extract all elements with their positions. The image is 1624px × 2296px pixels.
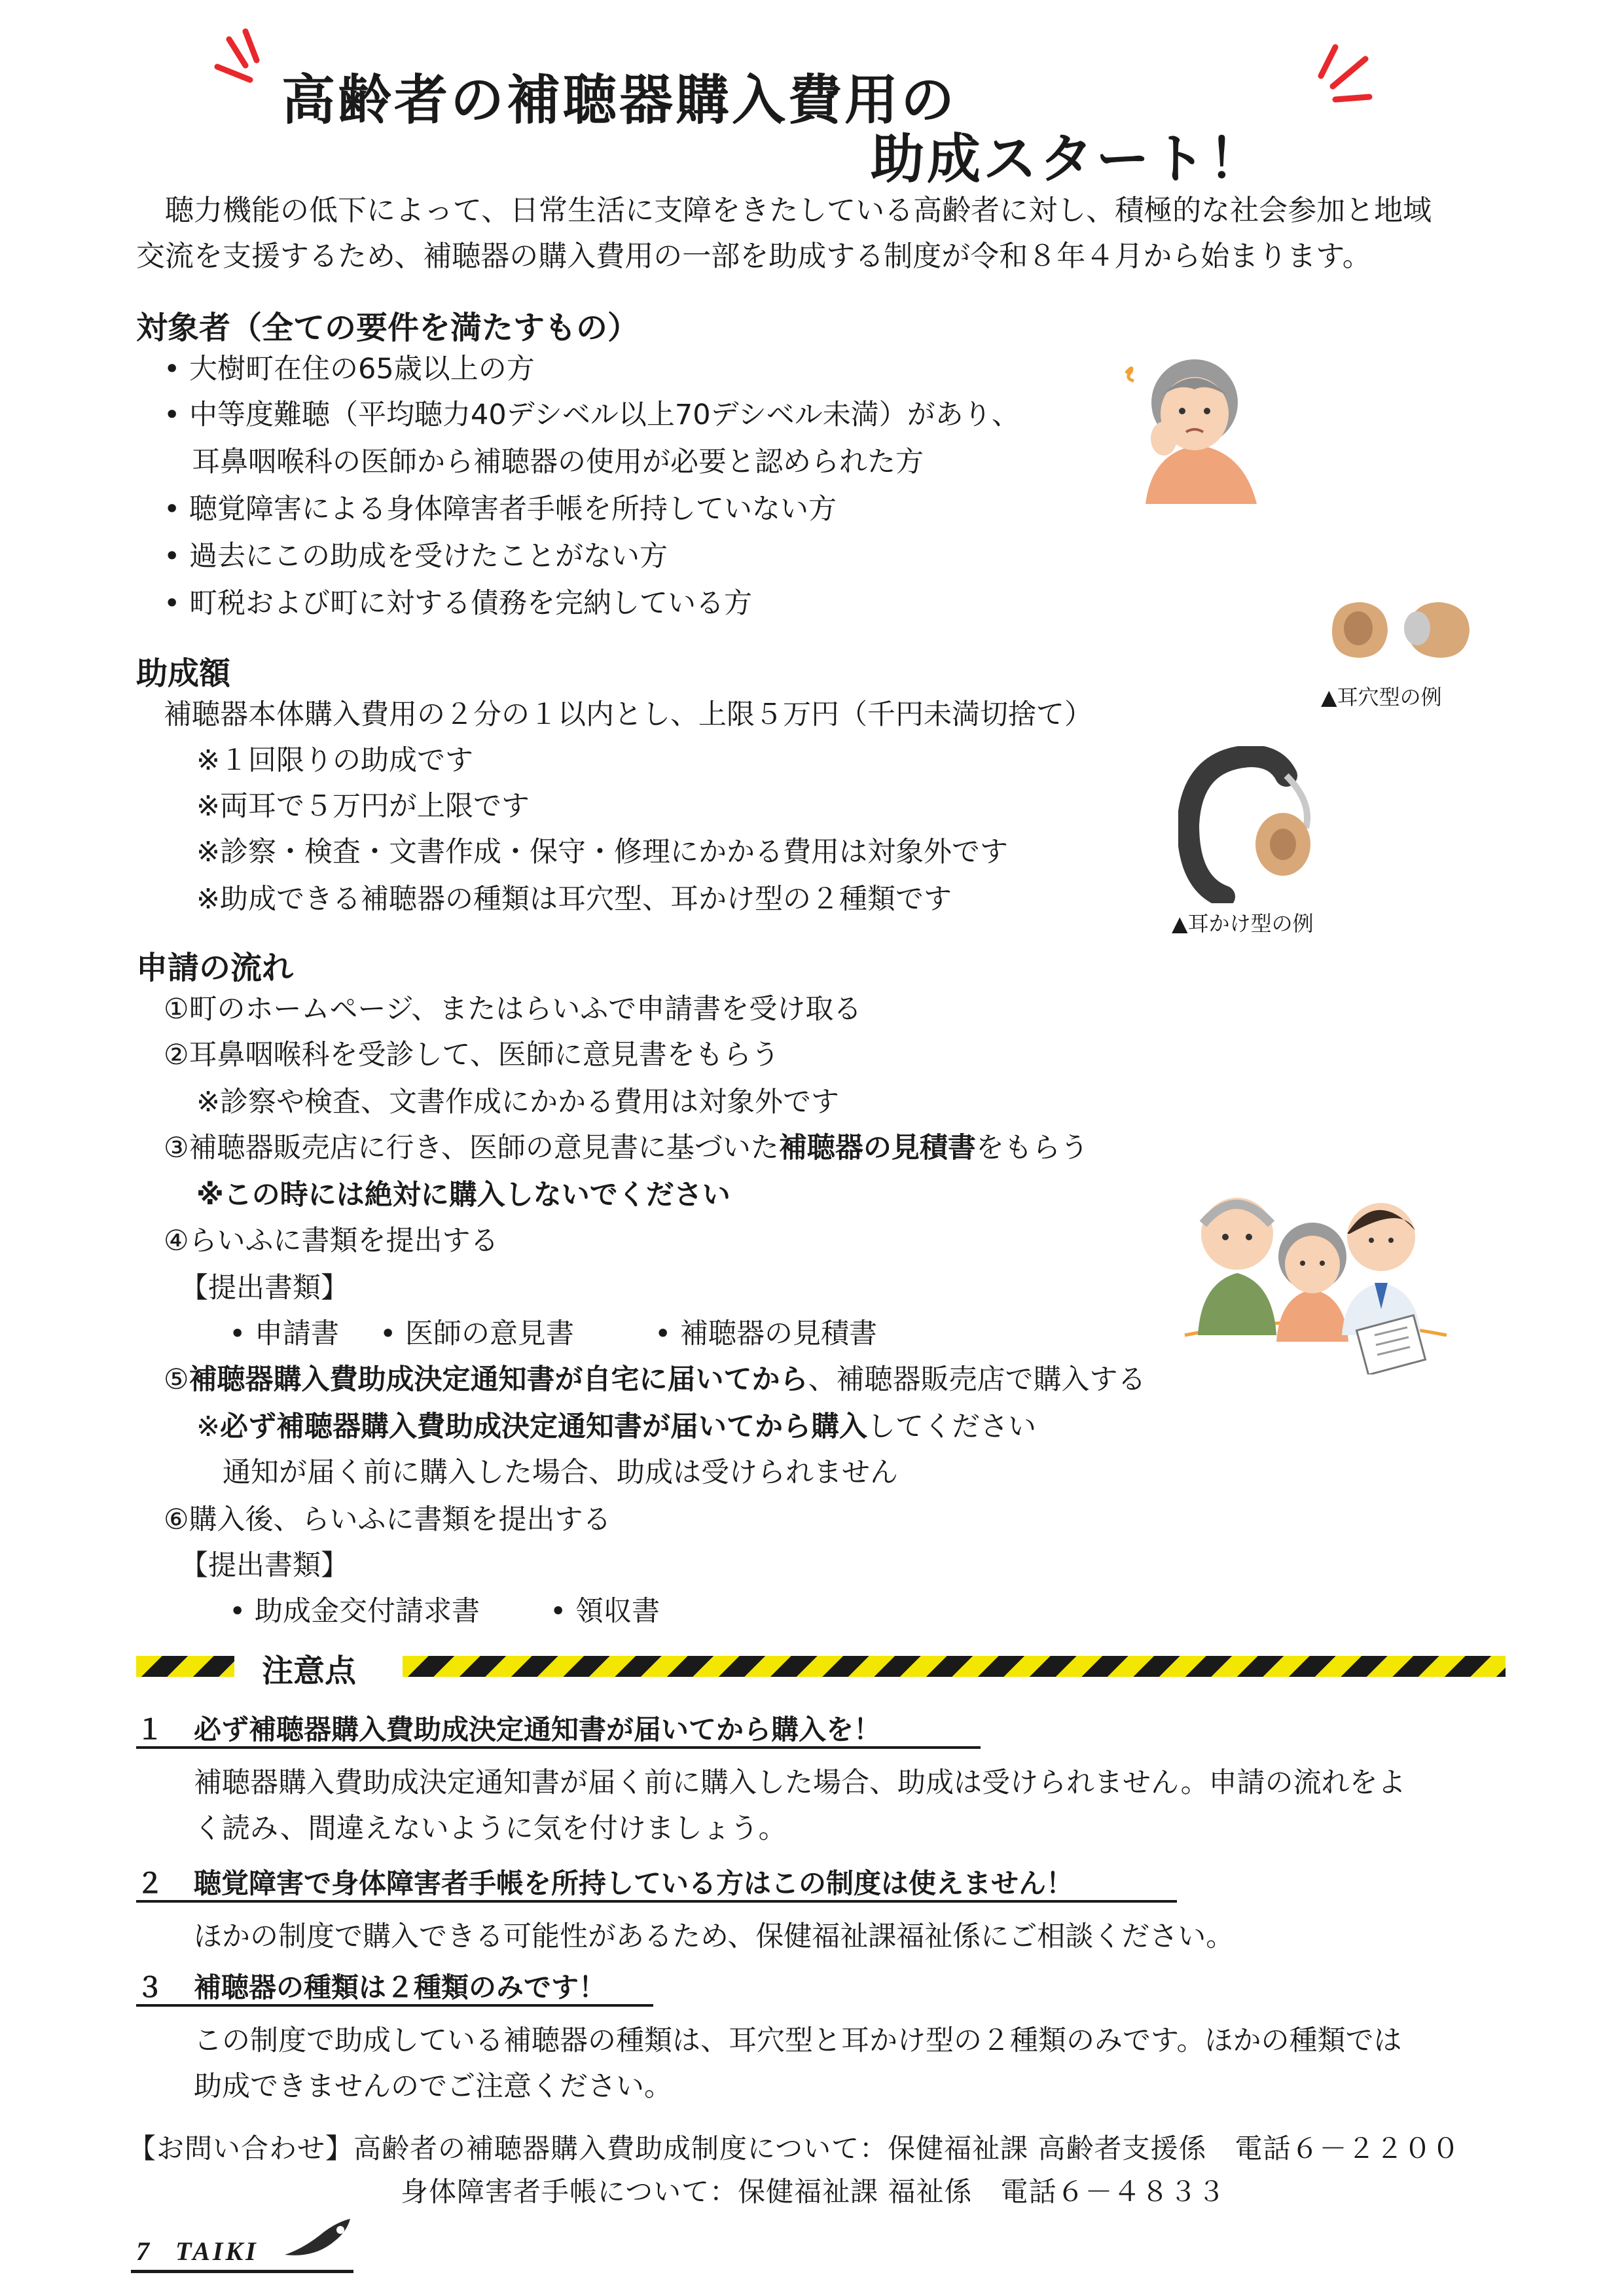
caution-title: 必ず補聴器購入費助成決定通知書が届いてから購入を！ <box>194 1713 882 1746</box>
hazard-stripe-left <box>136 1656 234 1677</box>
behind-ear-caption: ▲耳かけ型の例 <box>1172 911 1314 936</box>
contact-line-2: 身体障害者手帳について：保健福祉課 福祉係 電話６－４８３３ <box>401 2176 1226 2208</box>
flow-step-5-note: 通知が届く前に購入した場合、助成は受けられません <box>223 1456 898 1489</box>
intro-line-2: 交流を支援するため、補聴器の購入費用の一部を助成する制度が令和８年４月から始まります。 <box>136 240 1371 273</box>
flow-step-5-number: ⑤ <box>164 1363 189 1396</box>
footer-rule <box>131 2270 353 2273</box>
cautions-heading: 注意点 <box>262 1653 357 1689</box>
caution-underline <box>136 1900 1177 1903</box>
flow-step-3 <box>164 1126 1089 1166</box>
eligibility-item: • 聴覚障害による身体障害者手帳を所持していない方 <box>164 493 837 526</box>
caution-underline <box>136 2004 653 2007</box>
docs-item: • 医師の意見書 <box>380 1318 575 1350</box>
flow-step-5-tail: 、補聴器販売店で購入する <box>808 1363 1146 1396</box>
title-accent-right <box>1303 39 1375 111</box>
caution-underline <box>136 1746 981 1749</box>
in-ear-caption: ▲耳穴型の例 <box>1321 685 1442 709</box>
docs-label: 【提出書類】 <box>180 1549 349 1582</box>
amount-note: ※１回限りの助成です <box>196 744 474 777</box>
amount-heading: 助成額 <box>136 655 231 692</box>
page-title-line1: 高齢者の補聴器購入費用の <box>281 69 958 132</box>
flow-step-5-warning-tail: してください <box>867 1410 1037 1443</box>
flow-step-2-note: ※診察や検査、文書作成にかかる費用は対象外です <box>196 1086 840 1119</box>
caution-body: 補聴器購入費助成決定通知書が届く前に購入した場合、助成は受けられません。申請の流れをよ <box>194 1767 1406 1799</box>
amount-note: ※助成できる補聴器の種類は耳穴型、耳かけ型の２種類です <box>196 883 952 916</box>
intro-line-1: 聴力機能の低下によって、日常生活に支障をきたしている高齢者に対し、積極的な社会参加と地域 <box>136 194 1432 227</box>
flow-step-5-warning-emphasis: 必ず補聴器購入費助成決定通知書が届いてから購入 <box>220 1410 868 1443</box>
rocket-logo-icon <box>281 2215 360 2261</box>
caution-number: ２ <box>136 1867 164 1899</box>
docs-item: • 申請書 <box>229 1318 340 1350</box>
consultation-illustration <box>1178 1172 1460 1374</box>
flow-step-5-emphasis: 補聴器購入費助成決定通知書が自宅に届いてから <box>189 1363 808 1396</box>
docs-item: • 補聴器の見積書 <box>655 1318 878 1350</box>
eligibility-item: • 町税および町に対する債務を完納している方 <box>164 587 753 620</box>
docs-item: • 助成金交付請求書 <box>229 1595 480 1628</box>
page-title-line2: 助成スタート！ <box>871 128 1265 190</box>
caution-body: ほかの制度で購入できる可能性があるため、保健福祉課福祉係にご相談ください。 <box>194 1920 1235 1953</box>
eligibility-item: • 大樹町在住の65歳以上の方 <box>164 353 535 386</box>
caution-body: 助成できませんのでご注意ください。 <box>194 2070 672 2103</box>
docs-item: • 領収書 <box>550 1595 660 1628</box>
flow-step-3-emphasis: 補聴器の見積書 <box>778 1132 976 1164</box>
flow-step-4: ④らいふに書類を提出する <box>164 1225 499 1257</box>
amount-note: ※両耳で５万円が上限です <box>196 790 530 823</box>
docs-label: 【提出書類】 <box>180 1272 349 1304</box>
elderly-woman-illustration <box>1113 340 1270 504</box>
behind-ear-hearing-aid-illustration <box>1178 746 1322 903</box>
eligibility-heading: 対象者（全ての要件を満たすもの） <box>136 310 640 346</box>
flow-step-6: ⑥購入後、らいふに書類を提出する <box>164 1503 611 1536</box>
flow-step-3-text: ③補聴器販売店に行き、医師の意見書に基づいた <box>164 1132 779 1164</box>
eligibility-item: • 過去にこの助成を受けたことがない方 <box>164 540 668 573</box>
contact-line-1: 【お問い合わせ】高齢者の補聴器購入費助成制度について：保健福祉課 高齢者支援係 電話６－２２００ <box>128 2132 1460 2164</box>
caution-number: １ <box>136 1713 164 1746</box>
caution-number: ３ <box>136 1971 164 2003</box>
flow-step-2: ②耳鼻咽喉科を受診して、医師に意見書をもらう <box>164 1039 780 1071</box>
amount-main: 補聴器本体購入費用の２分の１以内とし、上限５万円（千円未満切捨て） <box>164 698 1092 731</box>
amount-note: ※診察・検査・文書作成・保守・修理にかかる費用は対象外です <box>196 836 1009 869</box>
caution-title: 聴覚障害で身体障害者手帳を所持している方はこの制度は使えません！ <box>194 1867 1074 1899</box>
title-accent-left <box>209 26 281 98</box>
flow-step-5-warning-mark: ※ <box>196 1410 221 1443</box>
flow-step-3-tail: をもらう <box>975 1132 1089 1164</box>
flow-heading: 申請の流れ <box>136 950 294 986</box>
in-ear-hearing-aid-illustration <box>1319 592 1479 668</box>
brand-wordmark: TAIKI <box>175 2236 259 2266</box>
flow-step-3-warning: ※この時には絶対に購入しないでください <box>196 1179 731 1211</box>
page-number: 7 <box>136 2236 149 2266</box>
caution-body: く読み、間違えないように気を付けましょう。 <box>194 1812 787 1845</box>
flow-step-1: ①町のホームページ、またはらいふで申請書を受け取る <box>164 993 862 1026</box>
flow-step-5 <box>164 1357 1146 1397</box>
flow-step-5-warning <box>196 1405 1036 1444</box>
caution-body: この制度で助成している補聴器の種類は、耳穴型と耳かけ型の２種類のみです。ほかの種類では <box>194 2024 1402 2057</box>
hazard-stripe-right <box>403 1656 1506 1677</box>
caution-title: 補聴器の種類は２種類のみです！ <box>194 1971 607 2003</box>
eligibility-item: 耳鼻咽喉科の医師から補聴器の使用が必要と認められた方 <box>164 446 924 478</box>
eligibility-item: • 中等度難聴（平均聴力40デシベル以上70デシベル未満）があり、 <box>164 399 1020 431</box>
